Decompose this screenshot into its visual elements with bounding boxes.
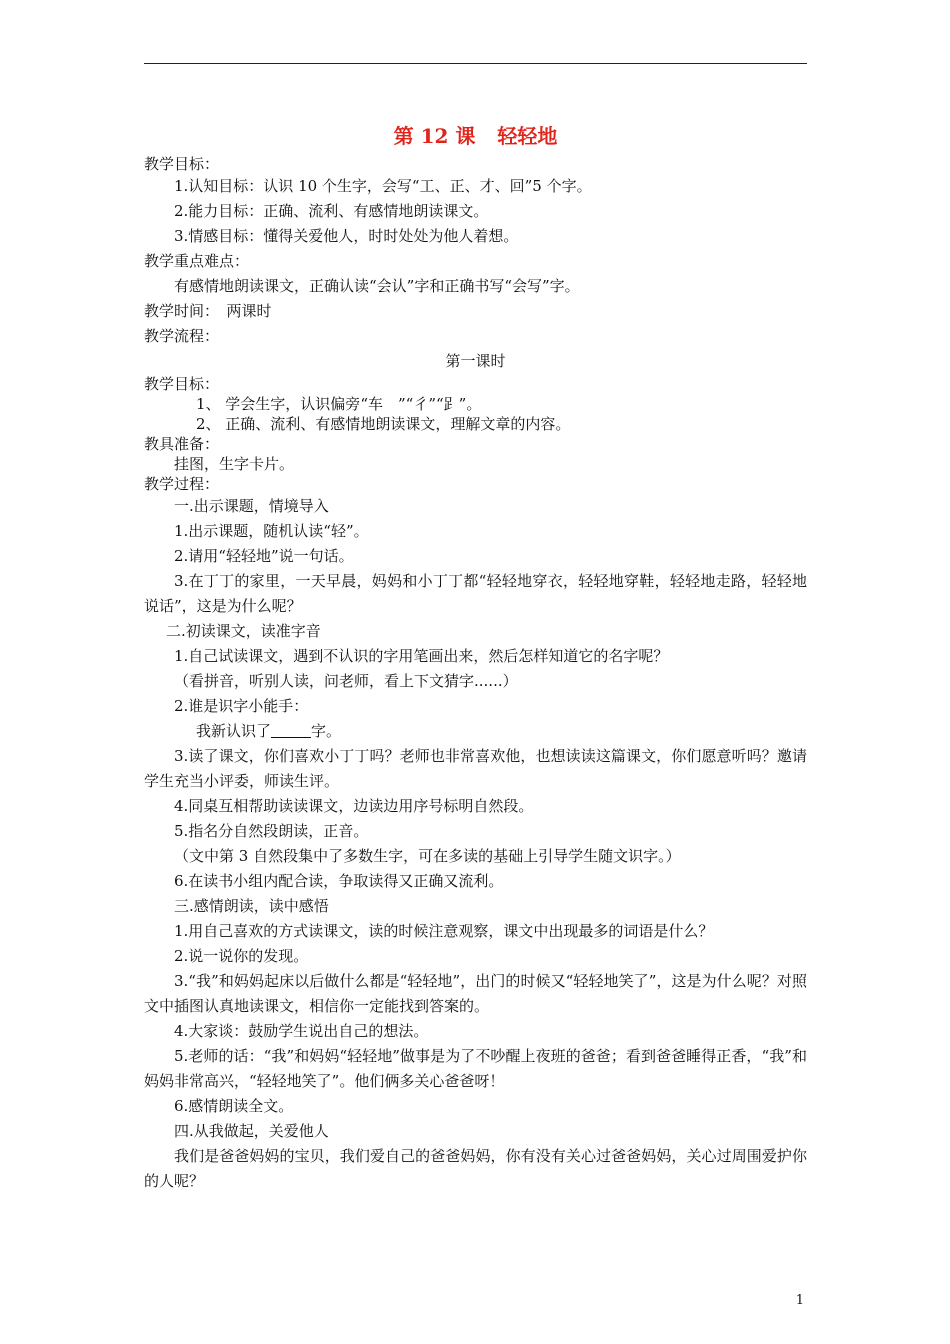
period-objective-1: 1、 学会生字，认识偏旁“车 ”“彳”“𧾷”。 <box>196 395 482 413</box>
objective-ability: 2.能力目标：正确、流利、有感情地朗读课文。 <box>174 202 489 220</box>
step-2-note: （文中第 3 自然段集中了多数生字，可在多读的基础上引导学生随文识字。） <box>174 847 681 865</box>
step-2-item-1: 1.自己试读课文，遇到不认识的字用笔画出来，然后怎样知道它的名字呢？ <box>174 647 669 665</box>
step-2-item-4: 4.同桌互相帮助读读课文，边读边用序号标明自然段。 <box>174 797 534 815</box>
step-2-item-5: 5.指名分自然段朗读，正音。 <box>174 822 369 840</box>
header-rule <box>144 63 807 64</box>
lesson-number: 第 12 课 <box>393 124 476 148</box>
step-4-heading: 四.从我做起，关爱他人 <box>174 1122 329 1140</box>
step-2-item-3: 3.读了课文，你们喜欢小丁丁吗？老师也非常喜欢他，也想读读这篇课文，你们愿意听吗？邀请学生充当小评委，师读生评。 <box>144 747 807 790</box>
step-3-item-2: 2.说一说你的发现。 <box>174 947 309 965</box>
step-3-item-3: 3.“我”和妈妈起床以后做什么都是“轻轻地”，出门的时候又“轻轻地笑了”，这是为什么呢？对照文中插图认真地读课文，相信你一定能找到答案的。 <box>144 972 807 1015</box>
heading-key-points: 教学重点难点： <box>144 252 250 270</box>
step-2-item-6: 6.在读书小组内配合读，争取读得又正确又流利。 <box>174 872 504 890</box>
objective-emotion: 3.情感目标：懂得关爱他人，时时处处为他人着想。 <box>174 227 519 245</box>
heading-objectives: 教学目标： <box>144 155 220 173</box>
document-body <box>144 118 807 1194</box>
fill-in-suffix: 字。 <box>311 722 342 740</box>
objective-cognitive: 1.认知目标：认识 10 个生字，会写“工、正、才、回”5 个字。 <box>174 177 592 195</box>
heading-process: 教学流程： <box>144 327 220 345</box>
fill-in-prefix: 我新认识了 <box>196 722 272 740</box>
step-3-heading: 三.感情朗读，读中感悟 <box>174 897 329 915</box>
period-objective-2: 2、 正确、流利、有感情地朗读课文，理解文章的内容。 <box>196 415 571 433</box>
page-number: 1 <box>795 1293 804 1308</box>
step-1-item-2: 2.请用“轻轻地”说一句话。 <box>174 547 354 565</box>
heading-materials: 教具准备： <box>144 435 220 453</box>
fill-in-sentence <box>144 719 807 744</box>
heading-teaching-process: 教学过程： <box>144 475 220 493</box>
teaching-time: 教学时间： 两课时 <box>144 302 272 320</box>
step-1-heading: 一.出示课题，情境导入 <box>174 497 329 515</box>
section-first-period: 第一课时 <box>445 352 506 370</box>
step-1-item-1: 1.出示课题，随机认读“轻”。 <box>174 522 369 540</box>
step-3-item-6: 6.感情朗读全文。 <box>174 1097 294 1115</box>
heading-period-objectives: 教学目标： <box>144 375 220 393</box>
materials-text: 挂图，生字卡片。 <box>174 455 295 473</box>
step-3-item-5: 5.老师的话：“我”和妈妈“轻轻地”做事是为了不吵醒上夜班的爸爸；看到爸爸睡得正香，“我”和妈妈非常高兴，“轻轻地笑了”。他们俩多关心爸爸呀！ <box>144 1047 807 1090</box>
step-3-item-4: 4.大家谈：鼓励学生说出自己的想法。 <box>174 1022 429 1040</box>
fill-in-blank <box>271 723 311 738</box>
step-1-item-3: 3.在丁丁的家里，一天早晨，妈妈和小丁丁都“轻轻地穿衣，轻轻地穿鞋，轻轻地走路，轻轻地说话”，这是为什么呢？ <box>144 572 807 615</box>
lesson-name: 轻轻地 <box>497 124 558 148</box>
step-2-hint: （看拼音，听别人读，问老师，看上下文猜字......） <box>174 672 518 690</box>
step-3-item-1: 1.用自己喜欢的方式读课文，读的时候注意观察，课文中出现最多的词语是什么？ <box>174 922 714 940</box>
lesson-title <box>144 118 807 154</box>
step-2-heading: 二.初读课文，读准字音 <box>166 622 321 640</box>
step-4-text: 我们是爸爸妈妈的宝贝，我们爱自己的爸爸妈妈，你有没有关心过爸爸妈妈，关心过周围爱护你的人呢？ <box>144 1147 807 1190</box>
key-points-text: 有感情地朗读课文，正确认读“会认”字和正确书写“会写”字。 <box>174 277 580 295</box>
step-2-item-2: 2.谁是识字小能手： <box>174 697 309 715</box>
